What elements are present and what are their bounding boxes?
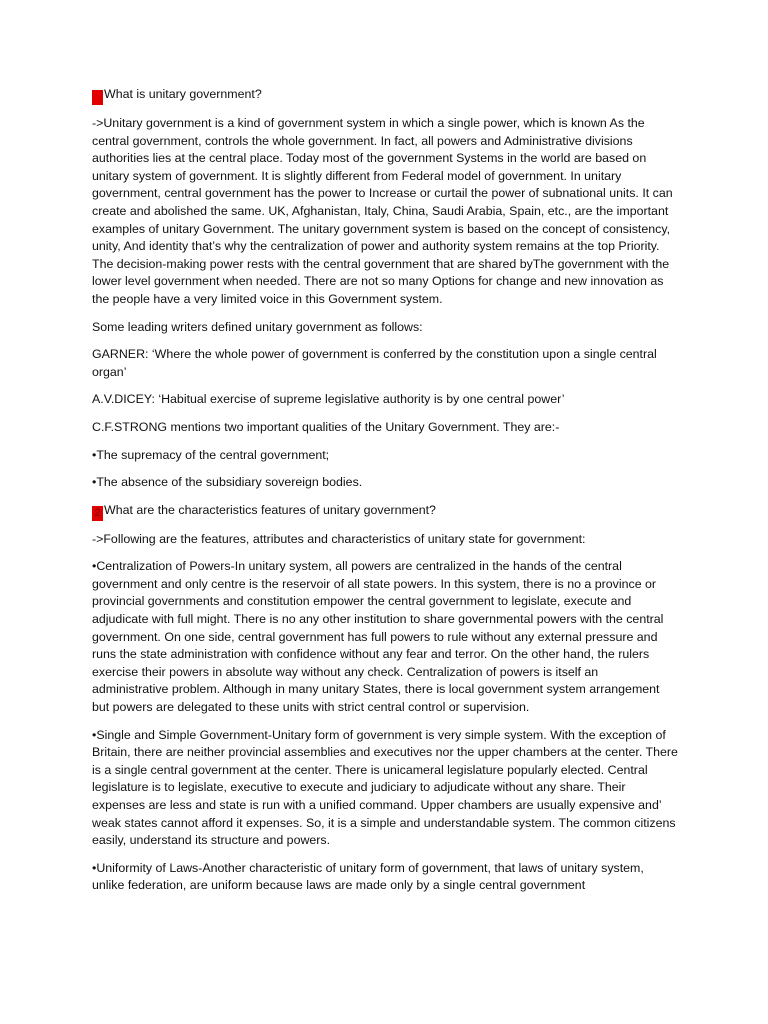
feature-uniformity-paragraph: •Uniformity of Laws-Another characteristic of unitary form of government, that laws of unitary system, unlike federation, are uniform because laws are made only by a single central government	[92, 860, 644, 893]
question-2-title: What are the characteristics features of unitary government?	[104, 502, 436, 517]
quality-bullet-1: •The supremacy of the central government;	[92, 447, 330, 462]
question-2	[92, 502, 678, 521]
answer-1-paragraph: ->Unitary government is a kind of government system in which a single power, which is known As the central government, controls the whole government. In fact, all powers and Administrative divisions authorities lies at the central place. Today most of the government Systems in the world are based on unitary system of government. It is slightly different from Federal model of government. In unitary government, central government has the power to Increase or curtail the power of subnational units. It can create and abolished the same. UK, Afghanistan, Italy, China, Saudi Arabia, Spain, etc., are the important examples of unitary Government. The unitary government system is based on the concept of consistency, unity, And identity that’s why the centralization of power and authority system remains at the top Priority. The decision-making power rests with the central government that are shared byThe government with the lower level government when needed. There are not so many Options for change and new innovation as the people have a very limited voice in this Government system.	[92, 116, 673, 306]
answer-2-intro: ->Following are the features, attributes and characteristics of unitary state for government:	[92, 531, 586, 546]
quality-bullet-2: •The absence of the subsidiary sovereign bodies.	[92, 475, 363, 490]
question-1-title: What is unitary government?	[104, 87, 262, 101]
question-1	[92, 86, 678, 105]
question-2-marker: 2	[92, 506, 103, 521]
strong-definition: C.F.STRONG mentions two important qualities of the Unitary Government. They are:-	[92, 419, 560, 434]
dicey-definition: A.V.DICEY: ‘Habitual exercise of supreme legislative authority is by one central power’	[92, 392, 565, 407]
writers-intro-paragraph: Some leading writers defined unitary government as follows:	[92, 319, 423, 334]
feature-simple-government-paragraph: •Single and Simple Government-Unitary form of government is very simple system. With the exception of Britain, there are neither provincial assemblies and executives nor the upper chambers at the center. There is a single central government at the center. There is unicameral legislature popularly elected. Central legislature is to legislate, executive to execute and judiciary to adjudicate without any share. Their expenses are less and state is run with a unified command. Upper chambers are usually expensive and’ weak states cannot afford it expenses. So, it is a simple and understandable system. The common citizens easily, understand its structure and powers.	[92, 727, 678, 848]
document-page	[92, 86, 678, 905]
garner-definition: GARNER: ‘Where the whole power of government is conferred by the constitution upon a single central organ’	[92, 347, 657, 379]
feature-centralization-paragraph: •Centralization of Powers-In unitary system, all powers are centralized in the hands of the central government and only centre is the reservoir of all state powers. In this system, there is no a province or provincial governments and constitution empower the central government to legislate, execute and adjudicate with full might. There is no any other institution to share governmental powers with the central government. On one side, central government has full powers to rule without any external pressure and runs the state administration with confidence without any fear and terror. On the other hand, the rulers exercise their powers in absolute way without any check. Centralization of powers is itself an administrative problem. Although in many unitary States, there is local government system arrangement but powers are delegated to these units with strict central control or supervision.	[92, 559, 664, 715]
question-1-marker: 1	[92, 90, 103, 105]
